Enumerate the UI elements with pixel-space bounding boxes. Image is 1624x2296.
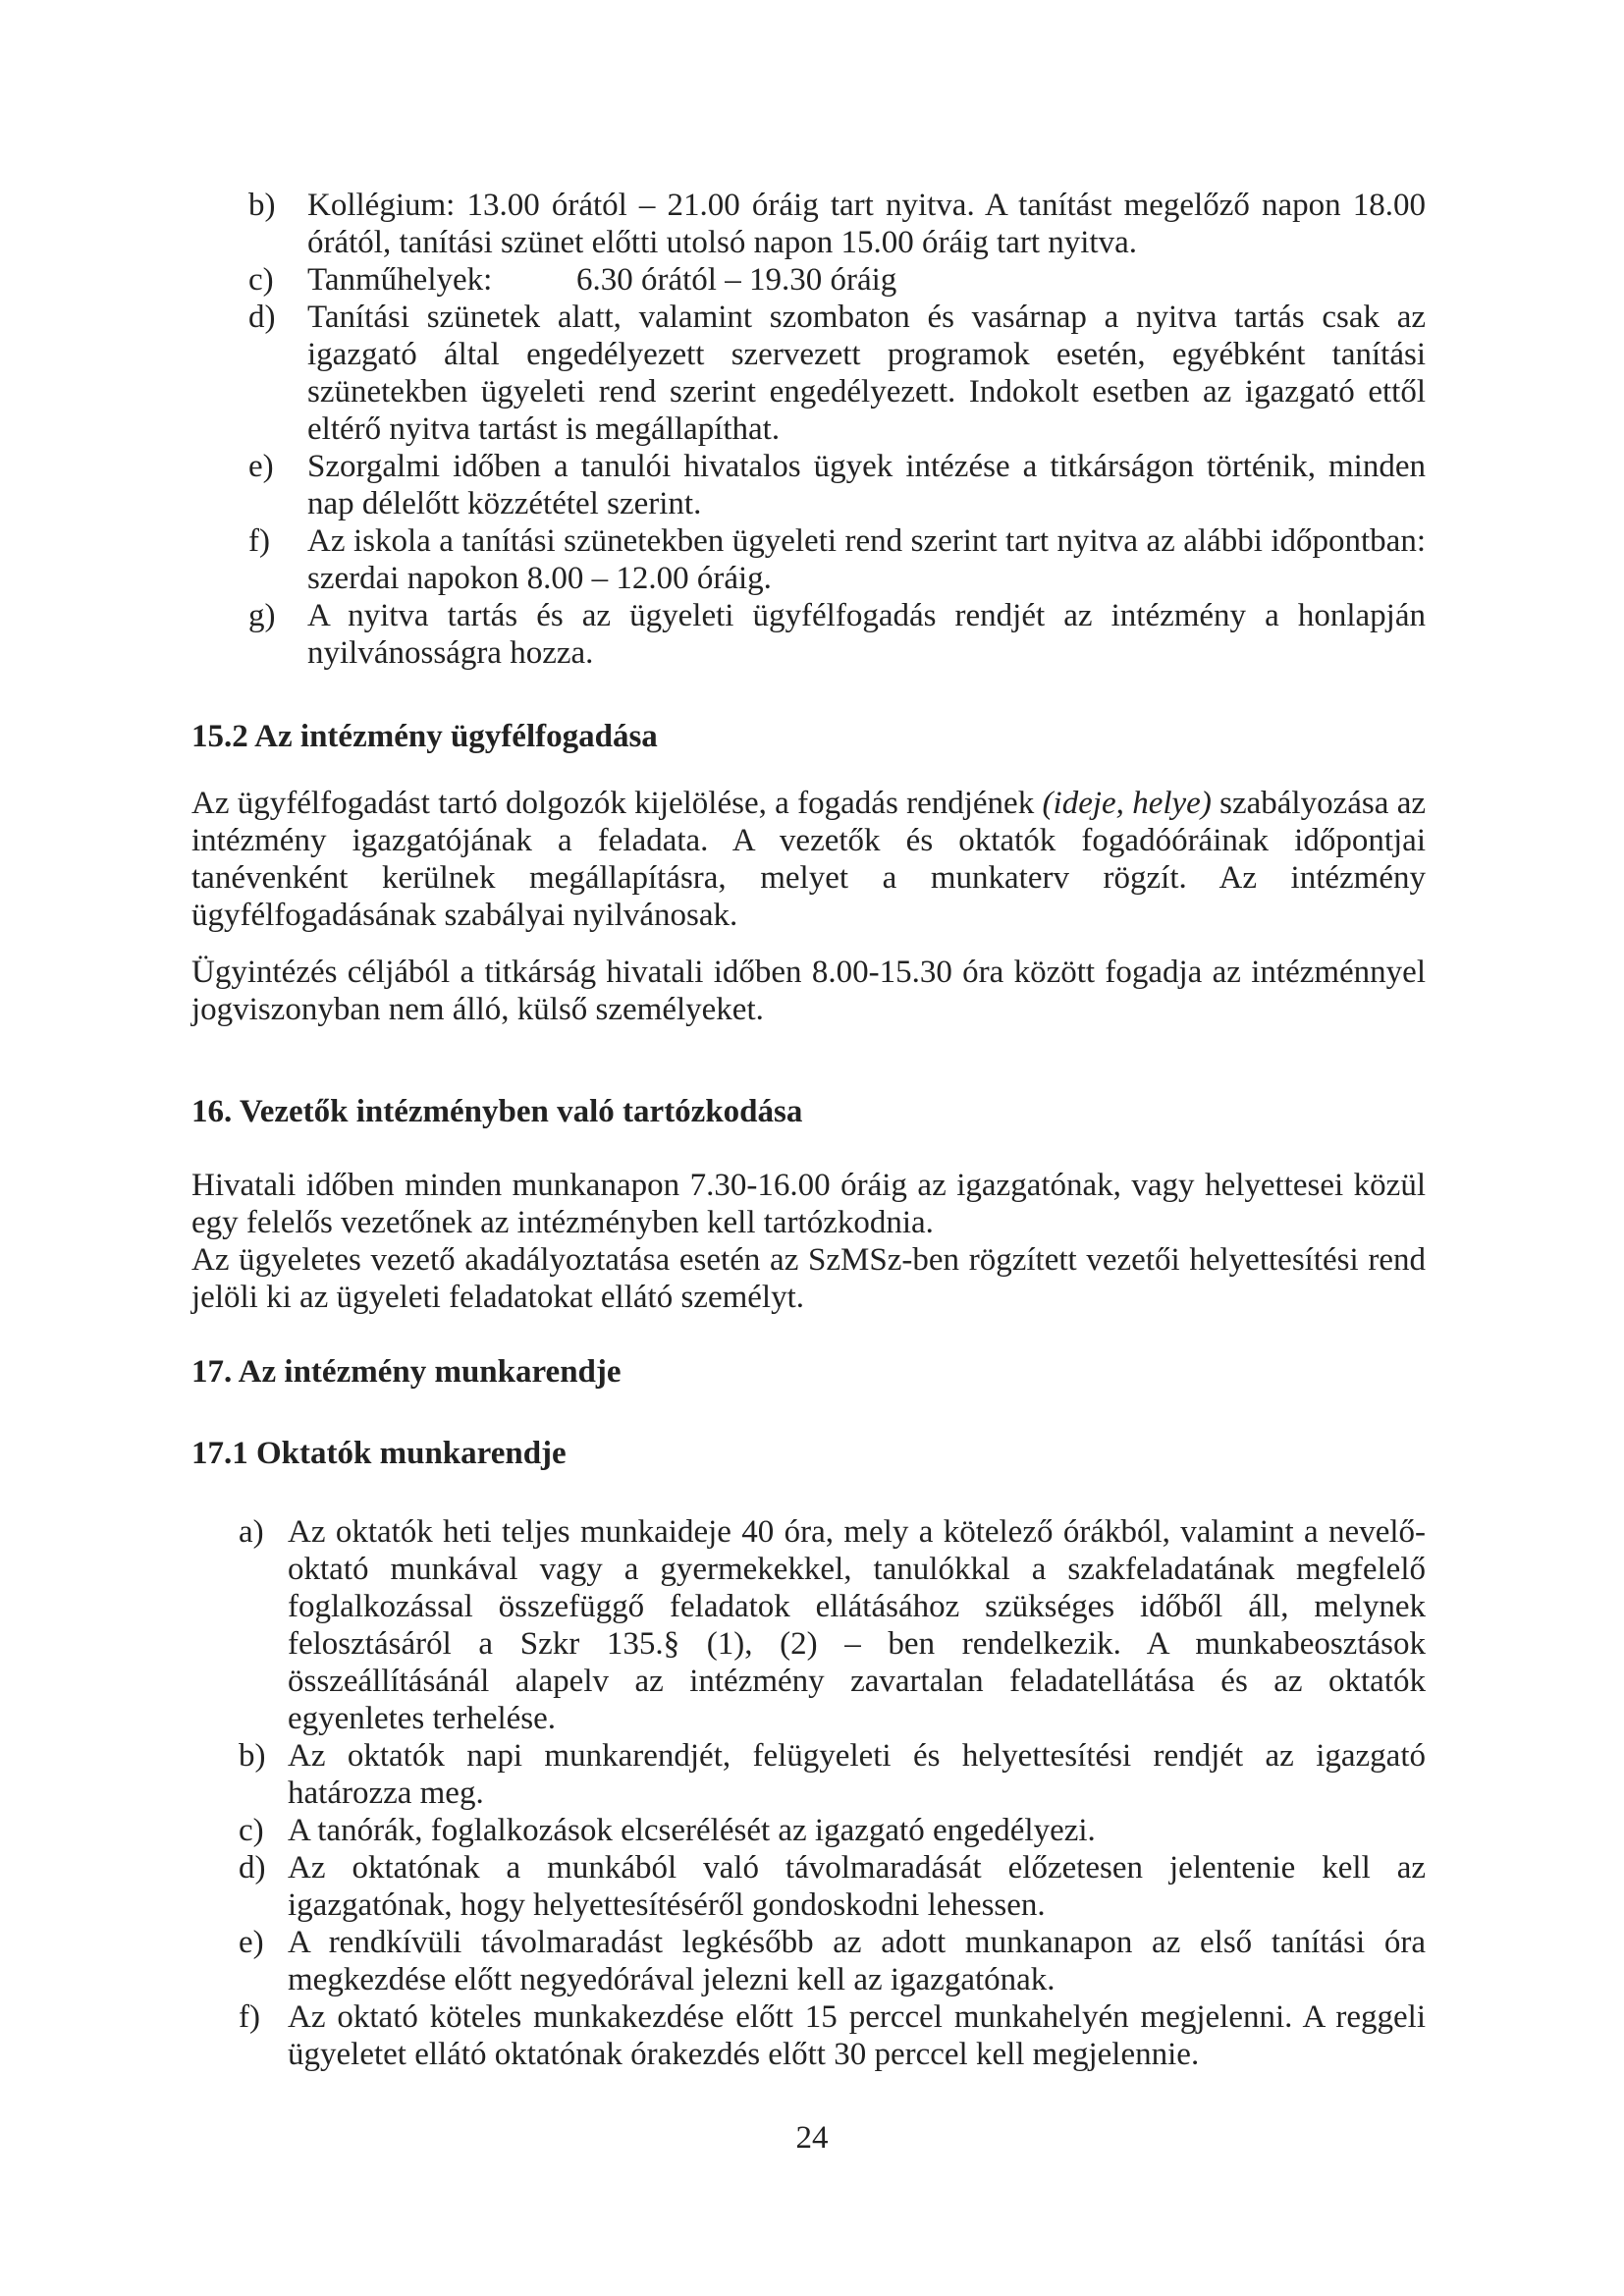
list-marker: b) bbox=[248, 188, 276, 223]
paragraph-text: szabályozása az intézmény igazgatójának a feladata. A vezetők és oktatók fogadóóráinak időpontjai tanévenként kerülnek megállapításra, melyet a munkaterv rögzít. Az intézmény ügyfélfogadásának szabályai nyilvánosak. bbox=[191, 786, 1427, 933]
section-15-2-paragraph-2: Ügyintézés céljából a titkárság hivatali időben 8.00-15.30 óra között fogadja az intézménnyel jogviszonyban nem álló, külső személyeket. bbox=[191, 955, 1426, 1027]
list-item bbox=[248, 597, 1426, 672]
list-marker: d) bbox=[248, 300, 276, 335]
list-item bbox=[248, 187, 1426, 261]
section-15-2-paragraph-1 bbox=[191, 785, 1426, 934]
list-item-text: Szorgalmi időben a tanulói hivatalos ügyek intézése a titkárságon történik, minden nap délelőtt közzététel szerint. bbox=[307, 449, 1426, 521]
workshop-hours: 6.30 órától – 19.30 óráig bbox=[576, 262, 897, 298]
opening-hours-list bbox=[248, 187, 1426, 672]
list-marker: f) bbox=[248, 523, 270, 559]
list-marker: c) bbox=[239, 1813, 264, 1848]
list-item-text: A rendkívüli távolmaradást legkésőbb az adott munkanapon az első tanítási óra megkezdése előtt negyedórával jelezni kell az igazgatónak. bbox=[288, 1925, 1426, 1997]
section-heading-17-1: 17.1 Oktatók munkarendje bbox=[191, 1436, 567, 1471]
list-item bbox=[248, 299, 1426, 448]
paragraph-italic-text: (ideje, helye) bbox=[1042, 786, 1212, 821]
workshop-label: Tanműhelyek: bbox=[307, 262, 493, 298]
list-item bbox=[239, 1812, 1426, 1849]
list-item bbox=[239, 1849, 1426, 1924]
section-heading-16: 16. Vezetők intézményben való tartózkodása bbox=[191, 1094, 803, 1129]
section-heading-15-2: 15.2 Az intézmény ügyfélfogadása bbox=[191, 719, 658, 754]
list-item bbox=[248, 261, 1426, 299]
list-item-text: Az oktatónak a munkából való távolmaradását előzetesen jelentenie kell az igazgatónak, hogy helyettesítéséről gondoskodni lehessen. bbox=[288, 1850, 1426, 1923]
list-item-text: Az oktatók napi munkarendjét, felügyeleti és helyettesítési rendjét az igazgató határozza meg. bbox=[288, 1738, 1426, 1811]
list-item bbox=[248, 522, 1426, 597]
section-heading-17: 17. Az intézmény munkarendje bbox=[191, 1354, 622, 1390]
list-item-text: Tanítási szünetek alatt, valamint szombaton és vasárnap a nyitva tartás csak az igazgató által engedélyezett szervezett programok esetén, egyébként tanítási szünetekben ügyeleti rend szerint engedélyezett. Indokolt esetben az igazgató ettől eltérő nyitva tartást is megállapíthat. bbox=[307, 300, 1426, 447]
list-marker: d) bbox=[239, 1850, 266, 1886]
list-item-text: Az oktató köteles munkakezdése előtt 15 perccel munkahelyén megjelenni. A reggeli ügyeletet ellátó oktatónak órakezdés előtt 30 perccel kell megjelennie. bbox=[288, 1999, 1426, 2072]
list-marker: e) bbox=[239, 1925, 264, 1960]
paragraph-text: Az ügyfélfogadást tartó dolgozók kijelölése, a fogadás rendjének bbox=[191, 786, 1043, 821]
list-marker: f) bbox=[239, 1999, 260, 2035]
section-16-paragraph-2: Az ügyeletes vezető akadályoztatása esetén az SzMSz-ben rögzített vezetői helyettesítési rend jelöli ki az ügyeleti feladatokat ellátó személyt. bbox=[191, 1242, 1426, 1315]
list-marker: c) bbox=[248, 262, 274, 298]
list-item bbox=[239, 1737, 1426, 1812]
list-item-text: Az iskola a tanítási szünetekben ügyeleti rend szerint tart nyitva az alábbi időpontban: szerdai napokon 8.00 – 12.00 óráig. bbox=[307, 523, 1426, 596]
list-item-text: A tanórák, foglalkozások elcserélését az igazgató engedélyezi. bbox=[288, 1813, 1096, 1848]
list-marker: b) bbox=[239, 1738, 266, 1774]
section-16-paragraph-1: Hivatali időben minden munkanapon 7.30-16.00 óráig az igazgatónak, vagy helyettesei közül egy felelős vezetőnek az intézményben kell tartózkodnia. bbox=[191, 1168, 1426, 1240]
list-marker: g) bbox=[248, 598, 276, 633]
list-marker: e) bbox=[248, 449, 274, 484]
list-item-line: órától, tanítási szünet előtti utolsó napon 15.00 óráig tart nyitva. bbox=[307, 225, 1137, 260]
list-item-text: Az oktatók heti teljes munkaideje 40 óra, mely a kötelező órákból, valamint a nevelő-oktató munkával vagy a gyermekekkel, tanulókkal a szakfeladatának megfelelő foglalkozással összefüggő feladatok ellátásához szükséges időből áll, melynek felosztásáról a Szkr 135.§ (1), (2) – ben rendelkezik. A munkabeosztások összeállításánál alapelv az intézmény zavartalan feladatellátása és az oktatók egyenletes terhelése. bbox=[288, 1514, 1426, 1736]
page-number: 24 bbox=[795, 2120, 829, 2156]
list-item bbox=[248, 448, 1426, 522]
teacher-work-rules-list bbox=[239, 1513, 1426, 2073]
list-marker: a) bbox=[239, 1514, 264, 1550]
list-item-text: A nyitva tartás és az ügyeleti ügyfélfogadás rendjét az intézmény a honlapján nyilvánosságra hozza. bbox=[307, 598, 1426, 671]
list-item bbox=[239, 1513, 1426, 1737]
list-item-line: Kollégium: 13.00 órától – 21.00 óráig tart nyitva. A tanítást megelőző napon 18.00 bbox=[307, 188, 1426, 223]
list-item bbox=[239, 1998, 1426, 2073]
list-item bbox=[239, 1924, 1426, 1998]
